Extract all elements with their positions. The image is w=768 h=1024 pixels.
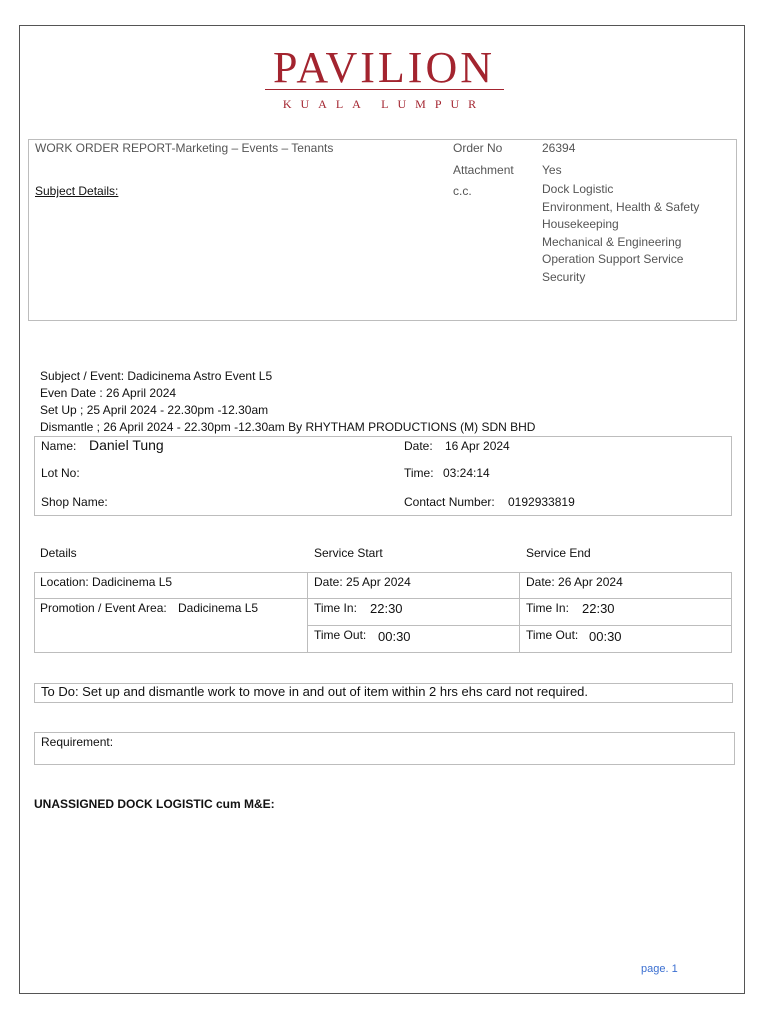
- event-date: Even Date : 26 April 2024: [40, 386, 177, 400]
- order-no-value: 26394: [542, 141, 576, 155]
- page-number: page. 1: [641, 963, 678, 975]
- start-time-out-label: Time Out:: [314, 628, 367, 642]
- event-setup: Set Up ; 25 April 2024 - 22.30pm -12.30am: [40, 403, 269, 417]
- order-no-label: Order No: [453, 141, 503, 155]
- cc-item: Operation Support Service: [542, 252, 684, 266]
- date-value: 16 Apr 2024: [445, 439, 510, 453]
- service-end-header: Service End: [526, 546, 591, 560]
- end-time-in-value: 22:30: [582, 601, 615, 616]
- contact-label: Contact Number:: [404, 495, 495, 509]
- time-value: 03:24:14: [443, 466, 490, 480]
- unassigned-label: UNASSIGNED DOCK LOGISTIC cum M&E:: [34, 797, 275, 811]
- subject-details-label: Subject Details:: [35, 184, 119, 198]
- start-time-in-value: 22:30: [370, 601, 403, 616]
- area-label: Promotion / Event Area:: [40, 601, 167, 615]
- end-time-out-value: 00:30: [589, 629, 622, 644]
- attachment-label: Attachment: [453, 163, 514, 177]
- event-subject: Subject / Event: Dadicinema Astro Event L5: [40, 369, 273, 383]
- cc-item: Environment, Health & Safety: [542, 199, 700, 214]
- contact-value: 0192933819: [508, 495, 575, 509]
- end-date-text: Date: 26 Apr 2024: [526, 575, 623, 589]
- service-start-header: Service Start: [314, 546, 383, 560]
- logo-text: PAVILION: [272, 43, 496, 92]
- lot-label: Lot No:: [41, 466, 80, 480]
- start-time-out-value: 00:30: [378, 629, 411, 644]
- cc-list: [542, 181, 699, 286]
- cc-item: Housekeeping: [542, 217, 619, 231]
- cc-item: Mechanical & Engineering: [542, 234, 682, 249]
- logo-subtitle: KUALA LUMPUR: [282, 97, 486, 111]
- cc-item: Security: [542, 269, 586, 284]
- event-dismantle: Dismantle ; 26 April 2024 - 22.30pm -12.30am By RHYTHAM PRODUCTIONS (M) SDN BHD: [40, 420, 536, 434]
- date-label: Date:: [404, 439, 433, 453]
- start-date-text: Date: 25 Apr 2024: [314, 575, 411, 589]
- area-value: Dadicinema L5: [178, 601, 259, 615]
- todo-text: To Do: Set up and dismantle work to move in and out of item within 2 hrs ehs card not required.: [41, 684, 589, 699]
- report-title: WORK ORDER REPORT-Marketing – Events – Tenants: [35, 141, 334, 155]
- end-time-in-label: Time In:: [526, 601, 569, 615]
- shop-name-label: Shop Name:: [41, 495, 108, 509]
- cc-item: Dock Logistic: [542, 182, 614, 196]
- location-text: Location: Dadicinema L5: [40, 575, 173, 589]
- name-value: Daniel Tung: [89, 437, 164, 453]
- time-label: Time:: [404, 466, 434, 480]
- requirement-box: [34, 732, 735, 765]
- details-header: Details: [40, 546, 77, 560]
- logo-divider: [265, 89, 504, 90]
- start-time-in-label: Time In:: [314, 601, 357, 615]
- requirement-label: Requirement:: [41, 735, 114, 749]
- end-time-out-label: Time Out:: [526, 628, 579, 642]
- attachment-value: Yes: [542, 163, 562, 177]
- name-label: Name:: [41, 439, 77, 453]
- cc-label: c.c.: [453, 184, 472, 198]
